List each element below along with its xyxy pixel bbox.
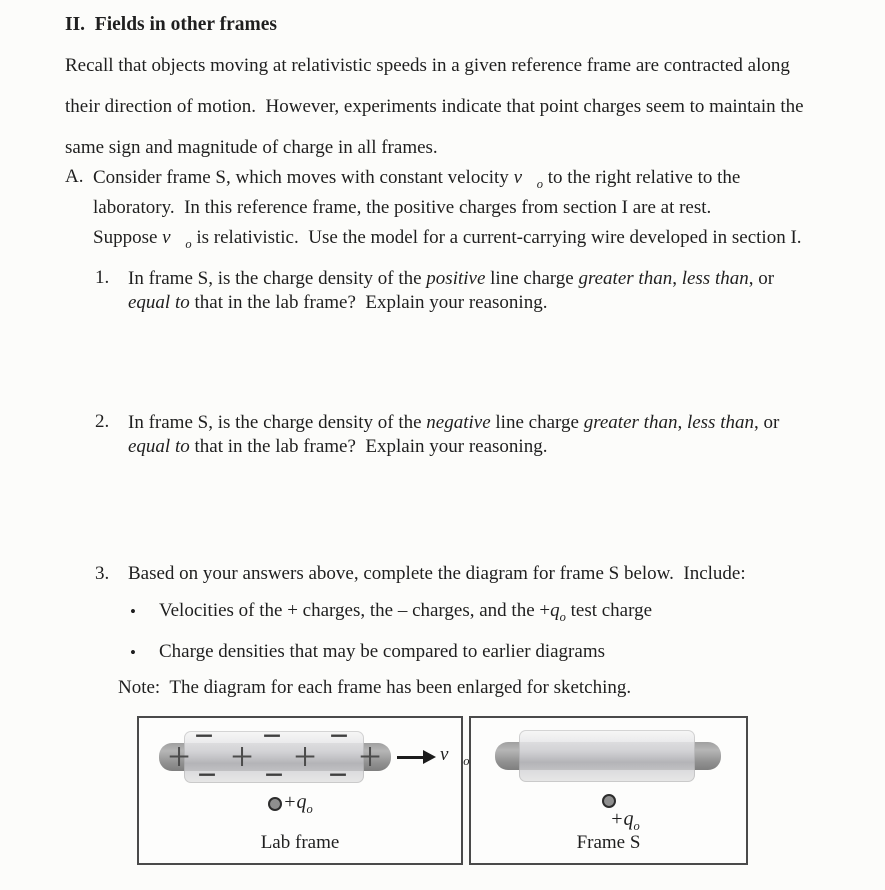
intro-line: their direction of motion. However, experiments indicate that point charges seem to maintain the [65, 96, 804, 117]
question-2-text: In frame S, is the charge density of the negative line charge greater than, less than, or equal to that in the lab frame? Explain your reasoning. [128, 412, 780, 457]
test-charge-label: $+q_o$ [283, 791, 313, 816]
intro-line: Recall that objects moving at relativistic speeds in a given reference frame are contracted along [65, 55, 790, 76]
velocity-symbol: v⃗ [162, 227, 186, 248]
frame-s-diagram [469, 716, 748, 865]
plus-charge-symbol: + [167, 734, 191, 779]
negative-line-charge-tube [519, 730, 695, 782]
frame-s-caption: Frame S [576, 832, 641, 853]
minus-charge-symbol: − [262, 718, 282, 755]
plus-charge-symbol: + [230, 734, 254, 779]
question-1-text: In frame S, is the charge density of the positive line charge greater than, less than, or equal to that in the lab frame? Explain your reasoning. [128, 268, 775, 313]
velocity-subscript: o [536, 176, 544, 191]
question-2-number: 2. [95, 411, 110, 432]
question-1-number: 1. [95, 267, 110, 288]
bullet-icon: • [130, 643, 136, 662]
velocity-arrow [397, 756, 424, 759]
velocity-subscript: o [185, 236, 192, 251]
item-a-line1: Consider frame S, which moves with constant velocity $v⃗_o$ to the right relative to the [93, 167, 741, 191]
bullet-item-2-text: Charge densities that may be compared to earlier diagrams [159, 641, 605, 662]
section-title: II. Fields in other frames [65, 14, 277, 35]
plus-charge-symbol: + [358, 734, 382, 779]
velocity-label: $v⃗_o$ [440, 744, 470, 768]
velocity-arrow-head [423, 750, 436, 764]
plus-charge-symbol: + [293, 734, 317, 779]
test-charge-dot [268, 797, 282, 811]
bullet-item-1-text: Velocities of the + charges, the – charges, and the $+q_o$ test charge [159, 600, 653, 624]
bullet-icon: • [130, 602, 136, 621]
item-a-label: A. [65, 166, 84, 187]
lab-frame-diagram [137, 716, 470, 865]
intro-paragraph [65, 45, 804, 168]
test-charge-dot [602, 794, 616, 808]
minus-charge-symbol: − [328, 757, 348, 794]
bullet-item-2 [130, 642, 136, 664]
question-3-number: 3. [95, 563, 110, 584]
velocity-symbol: v⃗ [513, 167, 537, 188]
intro-line: same sign and magnitude of charge in all frames. [65, 137, 438, 158]
bullet-item-1 [130, 601, 136, 623]
lab-frame-caption: Lab frame [260, 832, 340, 853]
minus-charge-symbol: − [329, 718, 349, 755]
minus-charge-symbol: − [197, 757, 217, 794]
test-charge-label: $+q_o$ [610, 808, 640, 833]
minus-charge-symbol: − [194, 718, 214, 755]
note-text: Note: The diagram for each frame has been enlarged for sketching. [118, 677, 632, 698]
minus-charge-symbol: − [264, 757, 284, 794]
item-a-text [93, 166, 833, 220]
question-3-text: Based on your answers above, complete the diagram for frame S below. Include: [128, 563, 746, 584]
item-a-line2: laboratory. In this reference frame, the positive charges from section I are at rest. [93, 197, 712, 219]
item-a-suppose: Suppose $v⃗_o$ is relativistic. Use the model for a current-carrying wire developed in section I. [93, 227, 802, 251]
